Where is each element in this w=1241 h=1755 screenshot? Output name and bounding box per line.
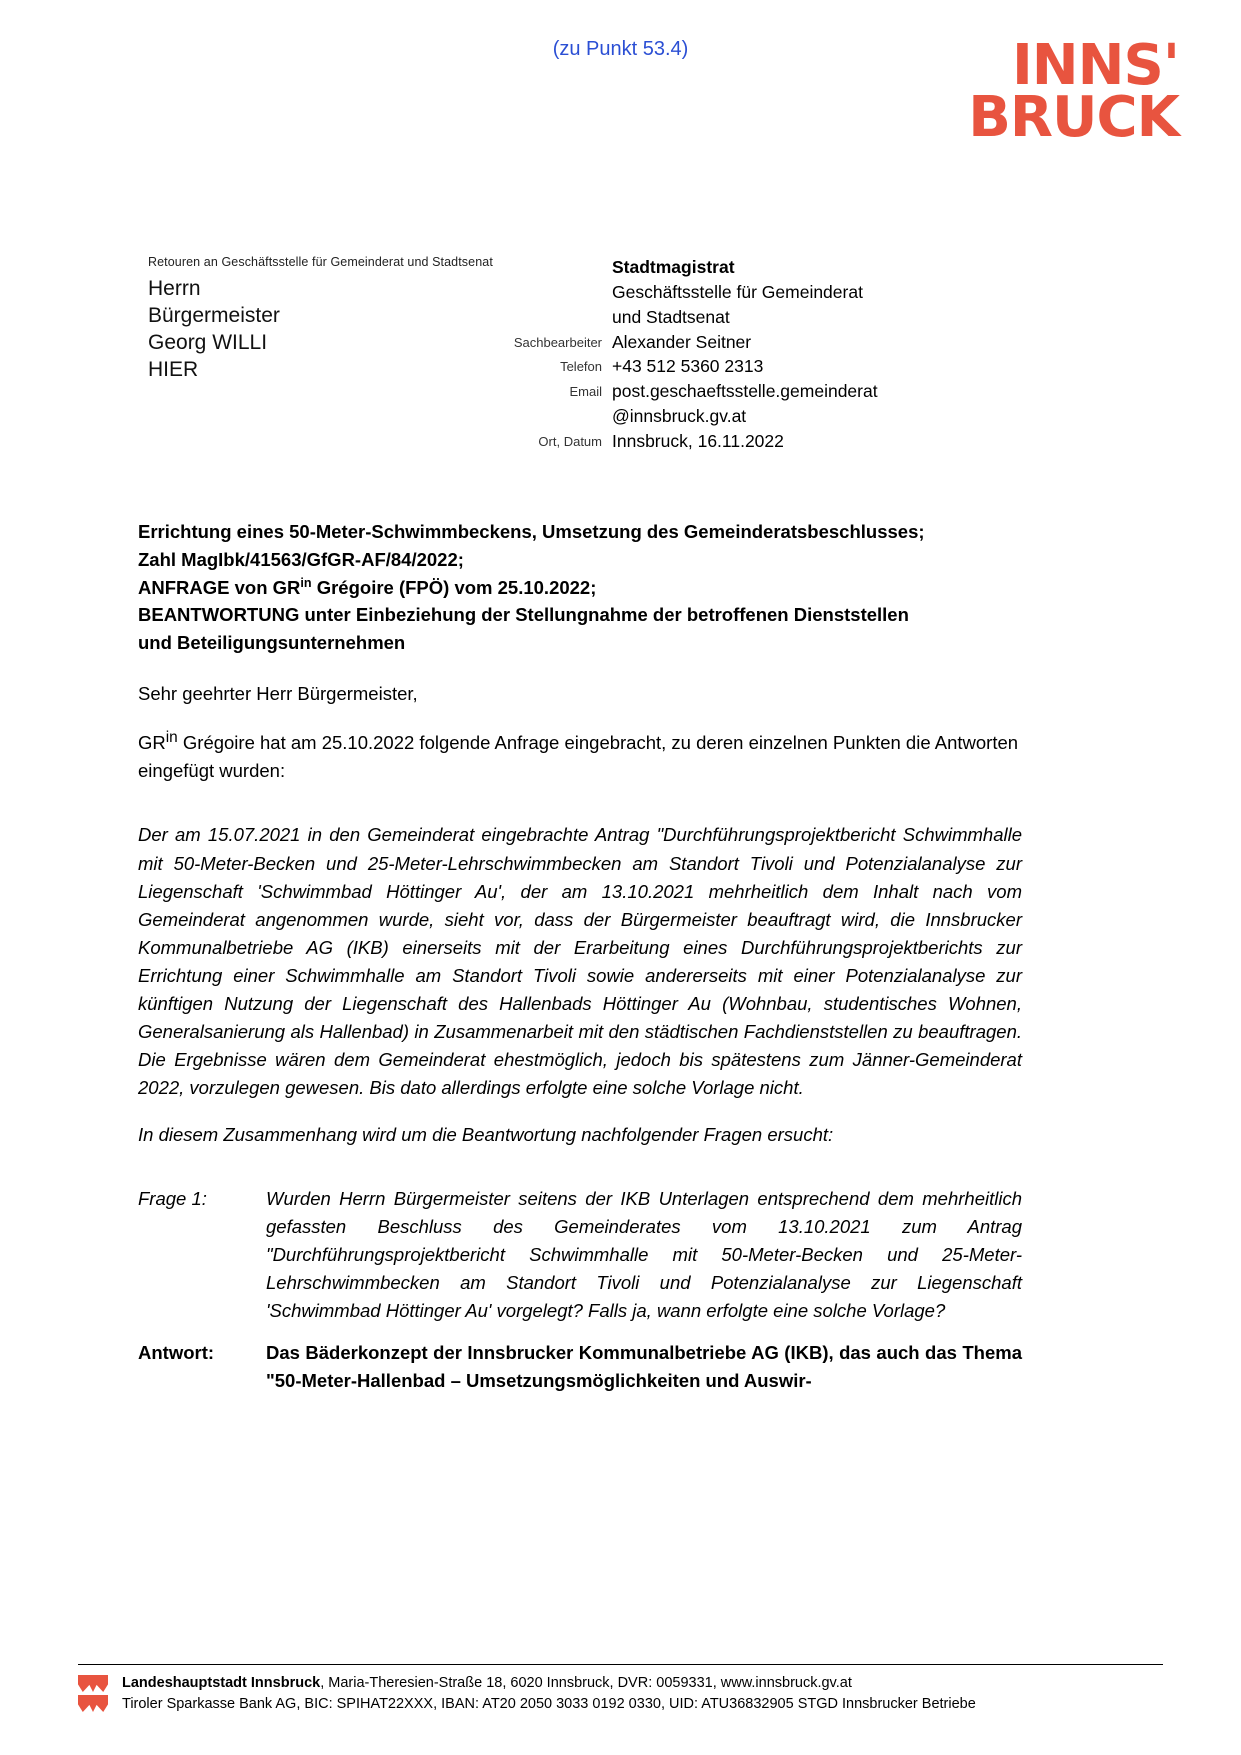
phone-label: Telefon — [560, 359, 602, 375]
footer-line-1 — [122, 1673, 976, 1694]
subject-line-5: und Beteiligungsunternehmen — [138, 632, 406, 654]
crest-shape-bottom — [78, 1695, 108, 1712]
spacer-2 — [138, 1167, 1022, 1185]
footer-text-block — [122, 1673, 976, 1715]
subject-line-3-sup: in — [300, 575, 312, 590]
recipient-line-3: Georg WILLI — [148, 331, 268, 355]
footer-line-2: Tiroler Sparkasse Bank AG, BIC: SPIHAT22XXX, IBAN: AT20 2050 3033 0192 0330, UID: ATU36832905 STGD Innsbrucker Betriebe — [122, 1695, 976, 1712]
recipient-lines — [148, 275, 578, 383]
answer-text: Das Bäderkonzept der Innsbrucker Kommunalbetriebe AG (IKB), das auch das Thema "50-Meter-Hallenbad – Umsetzungsmöglichkeiten und Auswir- — [266, 1342, 1022, 1392]
crest-shape-top — [78, 1675, 108, 1692]
innsbruck-logo — [968, 33, 1179, 150]
phone-value: +43 512 5360 2313 — [612, 356, 764, 377]
intro-paragraph — [138, 726, 1022, 785]
letter-body — [138, 680, 1022, 1409]
logo-line-1: INNS' — [1011, 33, 1179, 98]
subject-line-4: BEANTWORTUNG unter Einbeziehung der Stellungnahme der betroffenen Dienststellen — [138, 604, 909, 626]
email-row — [569, 379, 1082, 404]
subject-line-3-post: Grégoire (FPÖ) vom 25.10.2022; — [311, 576, 597, 598]
intro-pre: GR — [138, 732, 166, 754]
footer-divider — [78, 1664, 1163, 1665]
salutation: Sehr geehrter Herr Bürgermeister, — [138, 683, 418, 704]
clerk-value: Alexander Seitner — [612, 331, 752, 352]
agenda-reference: (zu Punkt 53.4) — [552, 38, 689, 60]
intro-sup: in — [165, 729, 178, 747]
quoted-request-text: In diesem Zusammenhang wird um die Beantwortung nachfolgender Fragen ersucht: — [138, 1123, 834, 1145]
quoted-motion-text: Der am 15.07.2021 in den Gemeinderat eingebrachte Antrag "Durchführungsprojektbericht Schwimmhalle mit 50-Meter-Becken und 25-Meter-Lehrschwimmbecken am Standort Tivoli und Potenzialanalyse zur Liegenschaft 'Schwimmbad Höttinger Au', der am 13.10.2021 mehrheitlich dem Inhalt nach vom Gemeinderat angenommen wurde, sieht vor, dass der Bürgermeister beauftragt wird, die Innsbrucker Kommunalbetriebe AG (IKB) einerseits mit der Erarbeitung eines Durchführungsprojektberichts zur Errichtung einer Schwimmhalle am Standort Tivoli sowie andererseits mit einer Potenzialanalyse zur künftigen Nutzung der Liegenschaft des Hallenbads Höttinger Au (Wohnbau, studentisches Wohnen, Generalsanierung als Hallenbad) in Zusammenarbeit mit den städtischen Fachdienststellen zu beauftragen. Die Ergebnisse wären dem Gemeinderat ehestmöglich, jedoch bis spätestens zum Jänner-Gemeinderat 2022, vorzulegen gewesen. Bis dato allerdings erfolgte eine solche Vorlage nicht. — [138, 824, 1022, 1099]
subject-line-1: Errichtung eines 50-Meter-Schwimmbeckens, Umsetzung des Gemeinderatsbeschlusses; — [138, 521, 925, 542]
recipient-line-2: Bürgermeister — [148, 304, 280, 328]
sender-department-line-1: Geschäftsstelle für Gemeinderat — [612, 281, 863, 302]
recipient-line-4: HIER — [148, 358, 199, 382]
subject-line-3 — [138, 574, 1018, 602]
innsbruck-crest-icon — [78, 1673, 112, 1715]
footer-city-name: Landeshauptstadt Innsbruck — [122, 1674, 321, 1691]
sender-department-line-2: und Stadtsenat — [612, 306, 730, 327]
spacer — [138, 803, 1022, 821]
return-address-note: Retouren an Geschäftsstelle für Gemeinderat und Stadtsenat — [148, 255, 493, 269]
question-text: Wurden Herrn Bürgermeister seitens der IKB Unterlagen entsprechend dem mehrheitlich gefassten Beschluss des Gemeinderates vom 13.10.2021 zum Antrag "Durchführungsprojektbericht Schwimmhalle mit 50-Meter-Becken und 25-Meter-Lehrschwimmbecken am Standort Tivoli und Potenzialanalyse zur Liegenschaft 'Schwimmbad Höttinger Au' vorgelegt? Falls ja, wann erfolgte eine solche Vorlage? — [266, 1187, 1022, 1322]
answer-label: Antwort: — [138, 1342, 215, 1364]
clerk-row — [513, 330, 1082, 355]
subject-line-2: Zahl MagIbk/41563/GfGR-AF/84/2022; — [138, 548, 464, 570]
recipient-line-1: Herrn — [148, 277, 201, 300]
logo-line-2: BRUCK — [968, 84, 1179, 150]
email-value-line-2: @innsbruck.gv.at — [612, 406, 747, 427]
email-value-line-1: post.geschaeftsstelle.gemeinderat — [612, 381, 878, 402]
recipient-address-block — [148, 255, 578, 383]
place-date-label: Ort, Datum — [538, 433, 602, 449]
sender-office-title: Stadtmagistrat — [612, 257, 735, 277]
email-label: Email — [569, 384, 602, 400]
footer-city-address: , Maria-Theresien-Straße 18, 6020 Innsbruck, DVR: 0059331, www.innsbruck.gv.at — [320, 1674, 852, 1691]
intro-post: Grégoire hat am 25.10.2022 folgende Anfrage eingebracht, zu deren einzelnen Punkten die Antworten eingefügt wurden: — [138, 732, 1019, 782]
subject-line-3-pre: ANFRAGE von GR — [138, 576, 301, 598]
phone-row — [560, 354, 1082, 379]
clerk-label: Sachbearbeiter — [513, 334, 602, 350]
answer-row — [138, 1339, 1022, 1395]
footer-content — [78, 1673, 1163, 1715]
subject-block — [138, 518, 1018, 657]
question-label: Frage 1: — [138, 1187, 207, 1209]
sender-meta-block — [513, 255, 1082, 454]
place-date-value: Innsbruck, 16.11.2022 — [612, 430, 784, 451]
page-footer — [0, 1664, 1241, 1715]
place-date-row — [538, 429, 1082, 454]
question-row — [138, 1185, 1022, 1326]
